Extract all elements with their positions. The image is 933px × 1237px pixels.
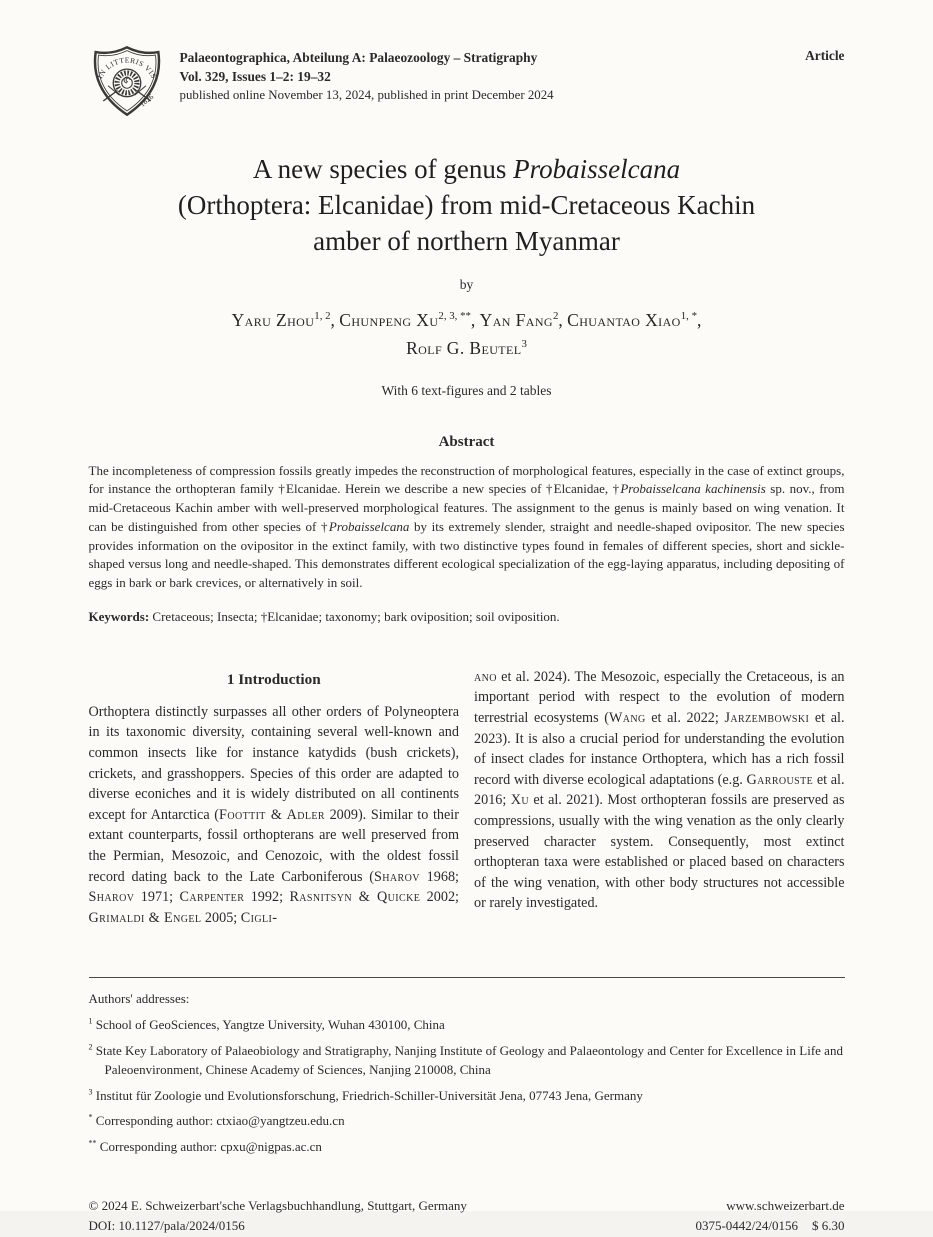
article-type-badge: Article <box>805 48 845 63</box>
publisher-logo <box>89 44 165 118</box>
svg-text:IN LITTERIS VIS: IN LITTERIS VIS <box>94 55 159 81</box>
issn-price-line <box>695 1216 844 1236</box>
footnote-affiliation-2: $^2$ State Key Laboratory of Palaeobiology and Stratigraphy, Nanjing Institute of Geology and Palaeontology and Center for Excellence in Life and Paleoenvironment, Chinese Academy of Sciences, Nanjing 210008, China <box>88 1042 843 1078</box>
journal-info <box>180 44 791 105</box>
intro-left-text: Orthoptera distinctly surpasses all other orders of Polyneoptera in its taxonomic diversity, containing several well-known and common insects like for instance katydids (bush crickets), crickets, and grasshoppers. Species of this order are adapted to diverse econiches and it is widely distributed on all continents except for Antarctica (Foottit & Adler 2009). Similar to their extant counterparts, fossil orthopterans are well preserved from the Permian, Mesozoic, and Cenozoic, with the oldest fossil record dating back to the Late Carboniferous (Sharov 1968; Sharov 1971; Carpenter 1992; Rasnitsyn & Quicke 2002; Grimaldi & Engel 2005; Cigli- <box>88 703 459 926</box>
price: $ 6.30 <box>812 1218 845 1234</box>
keywords-line: Keywords: Cretaceous; Insecta; †Elcanidae; taxonomy; bark oviposition; soil oviposition. <box>88 608 560 624</box>
svg-text:1826: 1826 <box>137 92 155 109</box>
footnote-affiliation-3: $^3$ Institut für Zoologie und Evolutionsforschung, Friedrich-Schiller-Universität Jena, 07743 Jena, Germany <box>88 1087 643 1103</box>
title-line-1: A new species of genus Probaisselcana <box>252 154 681 184</box>
footnote-corresponding-1: * Corresponding author: ctxiao@yangtzeu.edu.cn <box>88 1112 345 1129</box>
publisher-emblem-icon <box>89 44 165 118</box>
footnote-affiliation-1: $^1$ School of GeoSciences, Yangtze University, Wuhan 430100, China <box>88 1016 445 1033</box>
figures-tables-note: With 6 text-figures and 2 tables <box>381 382 552 398</box>
journal-title: Palaeontographica, Abteilung A: Palaeozoology – Stratigraphy <box>179 50 538 65</box>
intro-heading: 1 Introduction <box>226 670 321 688</box>
doi-line: DOI: 10.1127/pala/2024/0156 <box>88 1218 245 1234</box>
intro-right-text: ano et al. 2024). The Mesozoic, especially the Cretaceous, is an important period with respect to the evolution of modern terrestrial ecosystems (Wang et al. 2022; Jarzembowski et al. 2023). It is also a crucial period for understanding the evolution of insect clades for instance Orthoptera, which has a rich fossil record with diverse ecological adaptations (e.g. Garrouste et al. 2016; Xu et al. 2021). Most orthopteran fossils are preserved as compressions, usually with the wing venation as the only clearly preserved character system. Consequently, most extinct orthopteran taxa were established or placed based on characters of the wing venation, with other body structures not accessible or rarely investigated. <box>474 668 845 912</box>
footer-right <box>695 1196 844 1236</box>
intro-column-left <box>89 667 460 963</box>
copyright-line: © 2024 E. Schweizerbart'sche Verlagsbuchhandlung, Stuttgart, Germany <box>88 1198 467 1214</box>
page-footer <box>89 1196 845 1236</box>
footer-left <box>89 1196 467 1236</box>
footnote-corresponding-2: ** Corresponding author: cpxu@nigpas.ac.cn <box>88 1138 322 1154</box>
abstract-heading: Abstract <box>438 433 495 450</box>
intro-column-right <box>474 667 845 963</box>
journal-header <box>89 0 845 118</box>
authors-addresses <box>89 989 845 1157</box>
abstract-text: The incompleteness of compression fossils greatly impedes the reconstruction of morphological features, especially in the case of extinct groups, for instance the orthopteran family †Elcanidae. Herein we describe a new species of †Elcanidae, †Probaisselcana kachinensis sp. nov., from mid-Cretaceous Kachin amber with well-preserved morphological features. The assignment to the genus is mainly based on wing venation. It can be distinguished from other species of †Probaisselcana by its extremely slender, straight and needle-shaped ovipositor. The new species provides information on the ovipositor in the extinct family, with two distinctive types found in females of different species, short and sickle-shaped versus long and needle-shaped. This demonstrates different ecological specialization of the egg-laying apparatus, including depositing of eggs in bark or bark crevices, or alternatively in soil. <box>88 462 845 591</box>
title-line-2: (Orthoptera: Elcanidae) from mid-Cretaceous Kachin <box>177 189 756 220</box>
journal-publication-dates: published online November 13, 2024, published in print December 2024 <box>179 88 554 103</box>
paper-title <box>89 152 845 260</box>
byline: by <box>459 276 474 292</box>
addresses-heading: Authors' addresses: <box>88 990 190 1006</box>
introduction-section <box>89 667 845 963</box>
title-line-3: amber of northern Myanmar <box>313 225 620 256</box>
issn-code: 0375-0442/24/0156 <box>695 1218 798 1234</box>
authors-line-1: Yaru Zhou$^{1, 2}$, Chunpeng $Xu^{2, 3, **}$, Yan Fang$^2$, Chuantao Xiao$^{1, *}$, <box>231 309 702 330</box>
authors-list <box>89 306 845 362</box>
authors-line-2: Rolf G. Beutel$^3$ <box>406 337 527 358</box>
publisher-website: www.schweizerbart.de <box>726 1198 845 1214</box>
footnote-divider <box>89 977 845 978</box>
journal-volume: Vol. 329, Issues 1–2: 19–32 <box>179 69 331 85</box>
